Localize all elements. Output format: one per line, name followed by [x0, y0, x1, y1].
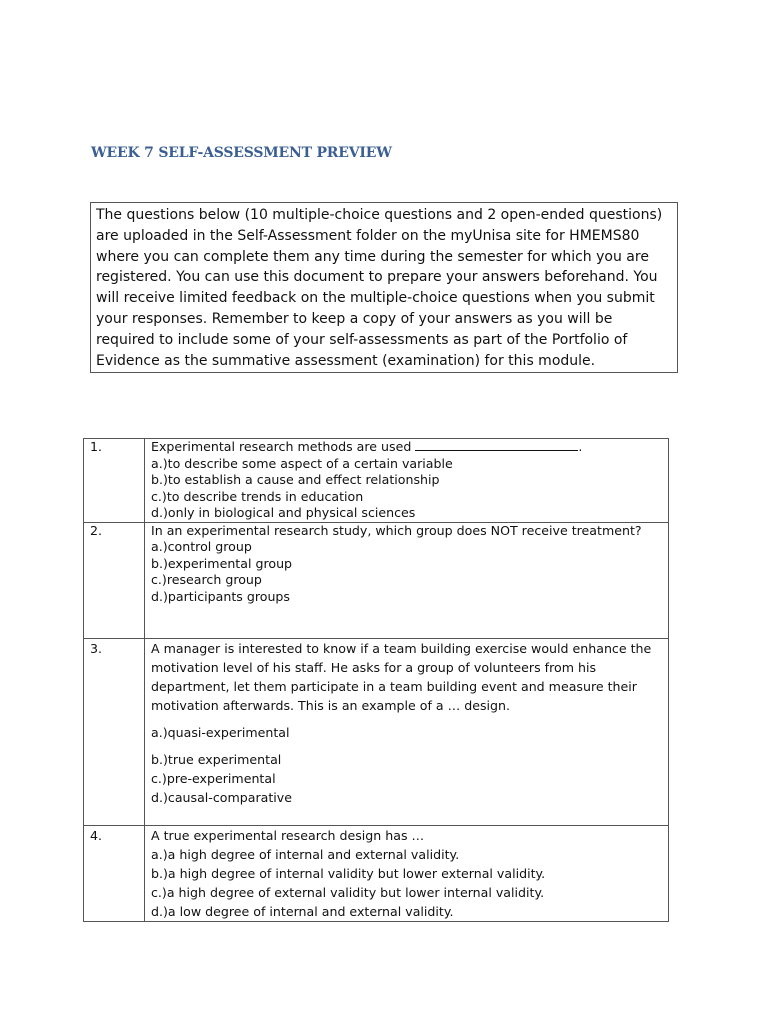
question-stem-text: Experimental research methods are used [151, 439, 412, 454]
question-stem [151, 439, 662, 456]
answer-blank [415, 439, 578, 451]
question-content [145, 439, 669, 523]
question-row-3 [84, 638, 669, 825]
question-stem: A manager is interested to know if a team building exercise would enhance the motivation level of his staff. He asks for a group of volunteers from his department, let them participate in a team building event and measure their motivation afterwards. This is an example of a … design. [151, 640, 652, 713]
option-b: b.)experimental group [151, 555, 293, 571]
questions-table [83, 438, 669, 922]
option-b: b.)to establish a cause and effect relationship [151, 472, 440, 487]
option-d: d.)only in biological and physical sciences [151, 505, 416, 520]
option-a: a.)control group [151, 539, 252, 554]
option-d: d.)a low degree of internal and external validity. [151, 903, 454, 919]
option-c: c.)pre-experimental [151, 770, 276, 786]
page-title: WEEK 7 SELF-ASSESSMENT PREVIEW [91, 145, 392, 161]
option-b: b.)true experimental [151, 751, 282, 767]
option-d: d.)causal-comparative [151, 789, 292, 805]
question-row-1 [84, 439, 669, 523]
question-number: 1. [84, 439, 145, 523]
question-number: 3. [84, 638, 145, 825]
question-content [145, 638, 669, 825]
question-stem: In an experimental research study, which group does NOT receive treatment? [151, 522, 642, 538]
question-row-4 [84, 825, 669, 921]
question-content [145, 522, 669, 638]
option-a: a.)a high degree of internal and external validity. [151, 846, 460, 862]
question-row-2 [84, 522, 669, 638]
option-c: c.)research group [151, 572, 262, 587]
question-content [145, 825, 669, 921]
stem-suffix: . [578, 439, 583, 454]
option-a: a.)quasi-experimental [151, 724, 290, 740]
intro-box: The questions below (10 multiple-choice questions and 2 open-ended questions) are uploaded in the Self-Assessment folder on the myUnisa site for HMEMS80 where you can complete them any time during the semester for which you are registered. You can use this document to prepare your answers beforehand. You will receive limited feedback on the multiple-choice questions when you submit your responses. Remember to keep a copy of your answers as you will be required to include some of your self-assessments as part of the Portfolio of Evidence as the summative assessment (examination) for this module. [90, 202, 678, 373]
option-b: b.)a high degree of internal validity but lower external validity. [151, 865, 546, 881]
question-stem: A true experimental research design has … [151, 827, 425, 843]
option-c: c.)to describe trends in education [151, 488, 364, 504]
option-d: d.)participants groups [151, 588, 290, 604]
question-number: 4. [84, 825, 145, 921]
option-c: c.)a high degree of external validity but lower internal validity. [151, 884, 545, 900]
question-number: 2. [84, 522, 145, 638]
option-a: a.)to describe some aspect of a certain variable [151, 455, 453, 471]
